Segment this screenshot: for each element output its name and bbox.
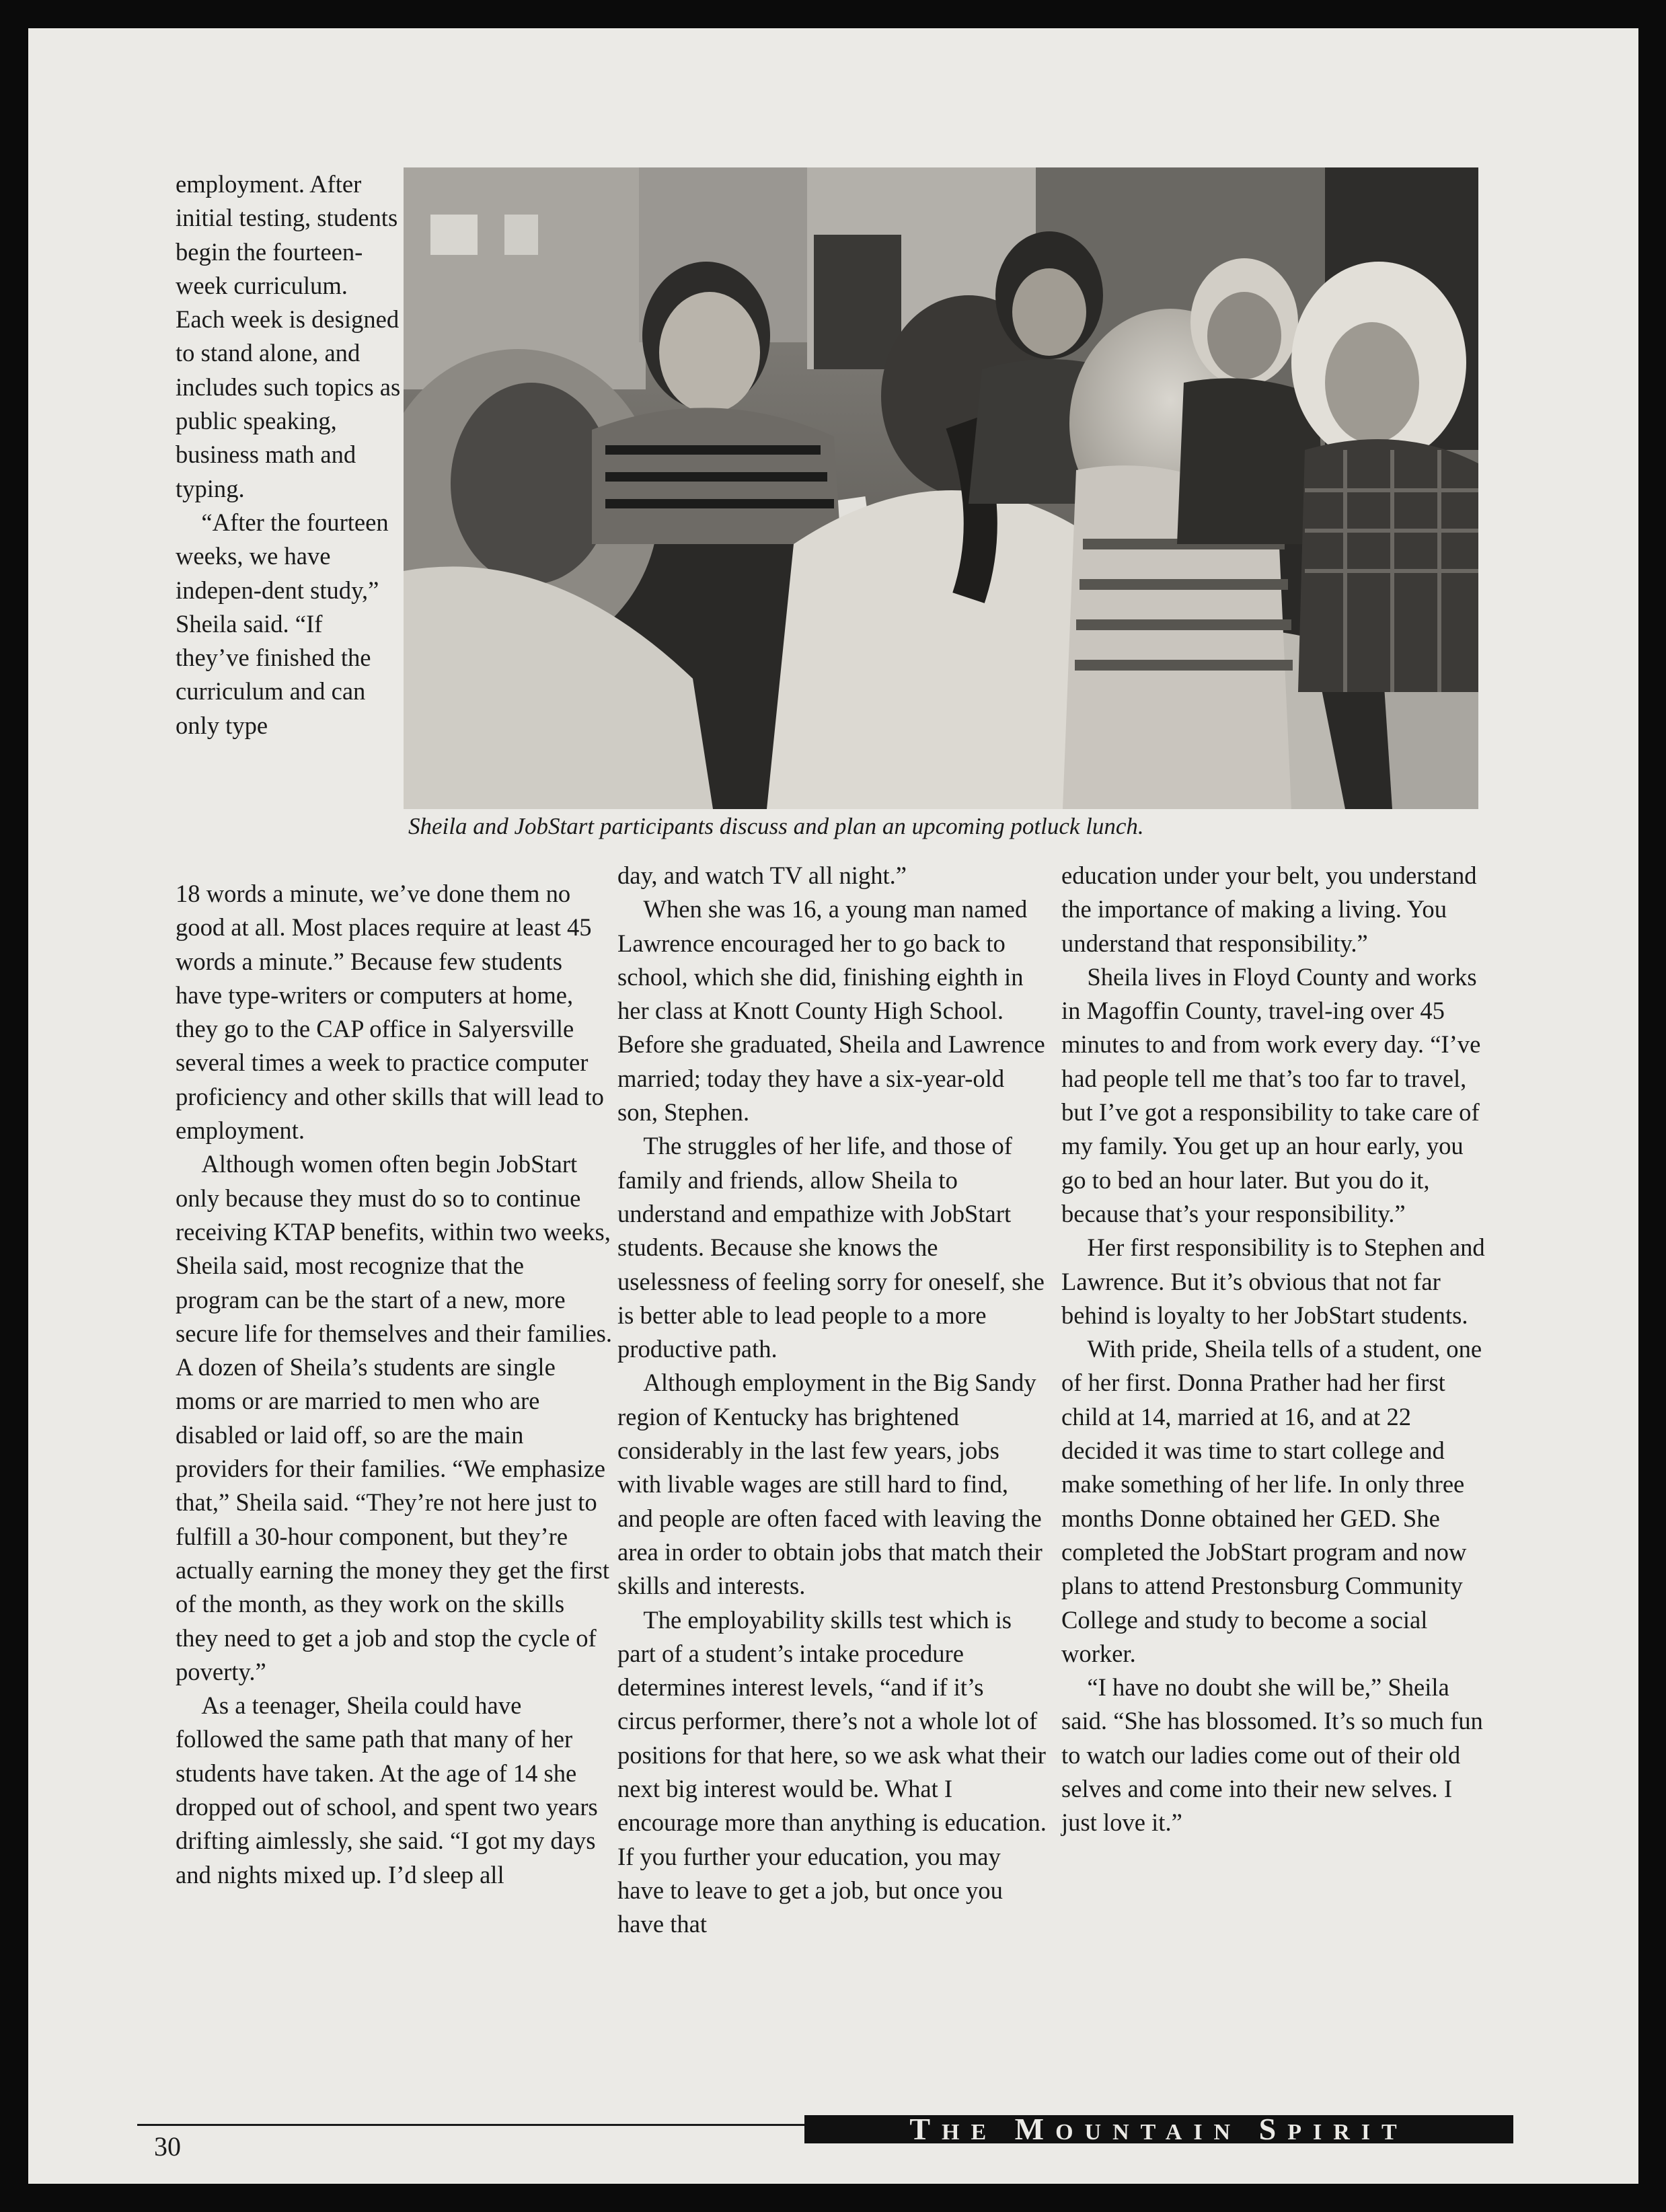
magazine-masthead: [804, 2115, 1513, 2143]
article-column-2: [617, 859, 1048, 1942]
magazine-page: [28, 28, 1638, 2184]
article-column-1-top: [176, 167, 401, 742]
paragraph: As a teenager, Sheila could have followed the same path that many of her students have taken. At the age of 14 she dropped out of school, and spent two years drifting aimlessly, she said. “I got my days and nights mixed up. I’d sleep all: [176, 1691, 598, 1889]
photo-caption: Sheila and JobStart participants discuss and plan an upcoming potluck lunch.: [408, 813, 1144, 839]
paragraph: Although employment in the Big Sandy region of Kentucky has brightened considerably in the last few years, jobs with livable wages are still hard to find, and people are often faced with leaving the area in order to obtain jobs that match their skills and interests.: [617, 1369, 1043, 1600]
group-meeting-photo: [404, 167, 1478, 809]
paragraph: The employability skills test which is part of a student’s intake procedure determines interest levels, “and if it’s circus performer, there’s not a whole lot of positions for that here, so we ask what their next big interest would be. What I encourage more than anything is education. If you further your education, you may have to leave to get a job, but once you have that: [617, 1605, 1047, 1938]
paragraph: “After the fourteen weeks, we have indepen-dent study,” Sheila said. “If they’ve finished the curriculum and can only type: [176, 508, 389, 739]
paragraph: day, and watch TV all night.”: [617, 862, 907, 889]
article-photo: [404, 167, 1478, 809]
masthead-word: OUNTAIN: [1055, 2120, 1242, 2143]
paragraph: When she was 16, a young man named Lawrence encouraged her to go back to school, which she did, finishing eighth in her class at Knott County High School. Before she graduated, Sheila and Lawrence married; today they have a six-year-old son, Stephen.: [617, 895, 1045, 1127]
paragraph: The struggles of her life, and those of family and friends, allow Sheila to understand and empathize with JobStart students. Because she knows the uselessness of feeling sorry for oneself, she is better able to lead people to a more productive path.: [617, 1132, 1045, 1363]
paragraph: With pride, Sheila tells of a student, one of her first. Donna Prather had her first child at 14, married at 16, and at 22 decided it was time to start college and make something of her life. In only three months Donne obtained her GED. She completed the JobStart program and now plans to attend Prestonsburg Community College and study to become a social worker.: [1061, 1335, 1482, 1667]
footer-rule: [137, 2124, 843, 2126]
paragraph: employment. After initial testing, students begin the fourteen-week curriculum. Each week is designed to stand alone, and includes such topics as public speaking, business math and typing.: [176, 170, 401, 502]
masthead-initial: S: [1258, 2115, 1288, 2143]
masthead-word: HE: [942, 2120, 998, 2143]
paragraph: “I have no doubt she will be,” Sheila said. “She has blossomed. It’s so much fun to watch our ladies come out of their old selves and come into their new selves. I just love it.”: [1061, 1673, 1483, 1837]
masthead-initial: T: [909, 2115, 942, 2143]
paragraph: 18 words a minute, we’ve done them no good at all. Most places require at least 45 words a minute.” Because few students have type-writers or computers at home, they go to the CAP office in Salyersville several times a week to practice computer proficiency and other skills that will lead to employment.: [176, 880, 604, 1145]
article-column-3: [1061, 859, 1492, 1840]
paragraph: education under your belt, you understand the importance of making a living. You understand that responsibility.”: [1061, 862, 1477, 957]
paragraph: Although women often begin JobStart only because they must do so to continue receiving KTAP benefits, within two weeks, Sheila said, most recognize that the program can be the start of a new, more secure life for themselves and their families. A dozen of Sheila’s students are single moms or are married to men who are disabled or laid off, so are the main providers for their families. “We emphasize that,” Sheila said. “They’re not here just to fulfill a 30-hour component, but they’re actually earning the money they get the first of the month, as they work on the skills they need to get a job and stop the cycle of poverty.”: [176, 1150, 613, 1685]
paragraph: Sheila lives in Floyd County and works in Magoffin County, travel-ing over 45 minutes to and from work every day. “I’ve had people tell me that’s too far to travel, but I’ve got a responsibility to take care of my family. You get up an hour early, you go to bed an hour later. But you do it, because that’s your responsibility.”: [1061, 962, 1481, 1227]
masthead-initial: M: [1014, 2115, 1056, 2143]
page-number: 30: [154, 2131, 181, 2162]
article-column-1-bottom: [176, 877, 613, 1892]
paragraph: Her first responsibility is to Stephen and Lawrence. But it’s obvious that not far behind is loyalty to her JobStart students.: [1061, 1233, 1485, 1329]
masthead-word: PIRIT: [1287, 2120, 1408, 2143]
